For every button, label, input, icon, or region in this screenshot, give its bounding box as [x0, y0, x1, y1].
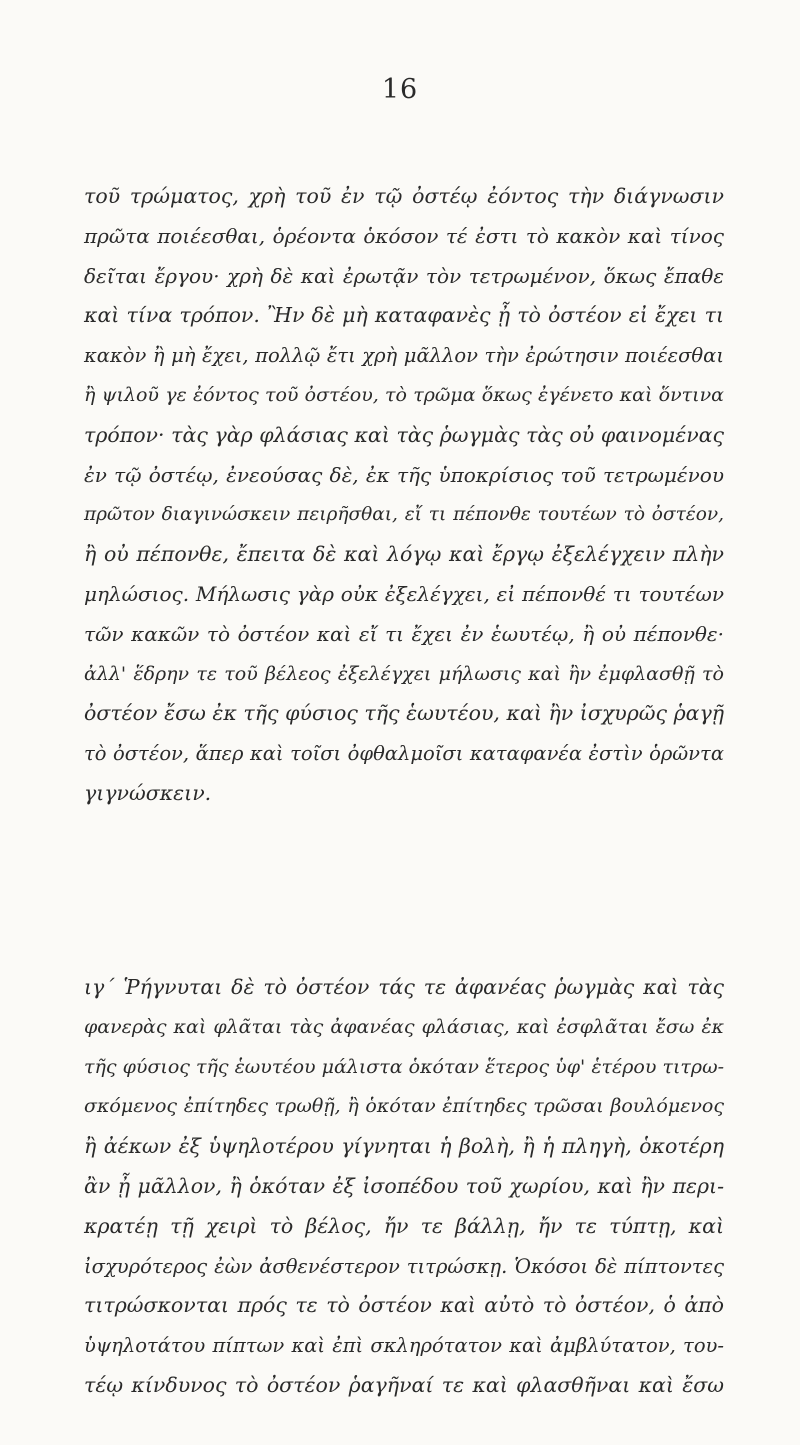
text-line: μηλώσιος. Μήλωσις γὰρ οὐκ ἐξελέγχει, εἰ πέπονθέ τι τουτέων	[84, 581, 724, 606]
text-line: ἢ οὐ πέπονθε, ἔπειτα δὲ καὶ λόγῳ καὶ ἔργῳ ἐξελέγχειν πλὴν	[84, 542, 724, 567]
text-line: τοῦ τρώματος, χρὴ τοῦ ἐν τῷ ὀστέῳ ἐόντος τὴν διάγνωσιν	[84, 184, 724, 208]
text-line: πρῶτα ποιέεσθαι, ὁρέοντα ὁκόσον τέ ἐστι τὸ κακὸν καὶ τίνος	[84, 223, 724, 248]
page-number: 16	[381, 74, 419, 105]
text-line: ἰσχυρότερος ἐὼν ἀσθενέστερον τιτρώσκῃ. Ὁκόσοι δὲ πίπτοντες	[84, 1254, 724, 1278]
text-line: ιγ΄ Ῥήγνυται δὲ τὸ ὀστέον τάς τε ἀφανέας ῥωγμὰς καὶ τὰς	[84, 975, 724, 999]
text-line: τὸ ὀστέον, ἅπερ καὶ τοῖσι ὀφθαλμοῖσι καταφανέα ἐστὶν ὁρῶντα	[84, 742, 724, 766]
text-line: κρατέῃ τῇ χειρὶ τὸ βέλος, ἤν τε βάλλῃ, ἤν τε τύπτῃ, καὶ	[84, 1213, 724, 1238]
text-line: ὑψηλοτάτου πίπτων καὶ ἐπὶ σκληρότατον καὶ ἀμβλύτατον, του-	[84, 1334, 724, 1358]
text-line: δεῖται ἔργου· χρὴ δὲ καὶ ἐρωτᾷν τὸν τετρωμένον, ὅκως ἔπαθε	[84, 263, 724, 288]
text-line: τιτρώσκονται πρός τε τὸ ὀστέον καὶ αὐτὸ τὸ ὀστέον, ὁ ἀπὸ	[84, 1293, 724, 1318]
text-line: τέῳ κίνδυνος τὸ ὀστέον ῥαγῆναί τε καὶ φλασθῆναι καὶ ἔσω	[84, 1372, 724, 1397]
text-line: ὀστέον ἔσω ἐκ τῆς φύσιος τῆς ἑωυτέου, καὶ ἢν ἰσχυρῶς ῥαγῇ	[84, 701, 724, 726]
text-line: ἢ ἀέκων ἐξ ὑψηλοτέρου γίγνηται ἡ βολὴ, ἢ ἡ πληγὴ, ὁκοτέρη	[84, 1134, 724, 1159]
text-line: τῆς φύσιος τῆς ἑωυτέου μάλιστα ὁκόταν ἕτερος ὑφ' ἑτέρου τιτρω-	[84, 1055, 724, 1078]
paragraph-2	[84, 968, 724, 1406]
text-line: τῶν κακῶν τὸ ὀστέον καὶ εἴ τι ἔχει ἐν ἑωυτέῳ, ἢ οὐ πέπονθε·	[84, 621, 724, 646]
text-line: ἐν τῷ ὀστέῳ, ἐνεούσας δὲ, ἐκ τῆς ὑποκρίσιος τοῦ τετρωμένου	[84, 462, 724, 487]
text-line: ἂν ᾖ μᾶλλον, ἢ ὁκόταν ἐξ ἰσοπέδου τοῦ χωρίου, καὶ ἢν περι-	[84, 1173, 724, 1198]
text-line: καὶ τίνα τρόπον. Ἢν δὲ μὴ καταφανὲς ᾖ τὸ ὀστέον εἰ ἔχει τι	[84, 303, 724, 328]
paragraph-1	[84, 177, 724, 814]
text-line: ἀλλ' ἕδρην τε τοῦ βέλεος ἐξελέγχει μήλωσις καὶ ἢν ἐμφλασθῇ τὸ	[84, 662, 724, 685]
text-line: τρόπον· τὰς γὰρ φλάσιας καὶ τὰς ῥωγμὰς τὰς οὐ φαινομένας	[84, 422, 724, 447]
text-line: γιγνώσκειν.	[84, 780, 212, 805]
text-line: κακὸν ἢ μὴ ἔχει, πολλῷ ἔτι χρὴ μᾶλλον τὴν ἐρώτησιν ποιέεσθαι	[84, 344, 724, 368]
text-line: φανερὰς καὶ φλᾶται τὰς ἀφανέας φλάσιας, καὶ ἐσφλᾶται ἔσω ἐκ	[84, 1015, 724, 1038]
text-line: σκόμενος ἐπίτηδες τρωθῇ, ἢ ὁκόταν ἐπίτηδες τρῶσαι βουλόμενος	[84, 1095, 724, 1118]
text-line: πρῶτον διαγινώσκειν πειρῆσθαι, εἴ τι πέπονθε τουτέων τὸ ὀστέον,	[84, 504, 724, 526]
text-line: ἢ ψιλοῦ γε ἐόντος τοῦ ὀστέου, τὸ τρῶμα ὅκως ἐγένετο καὶ ὅντινα	[84, 383, 724, 406]
